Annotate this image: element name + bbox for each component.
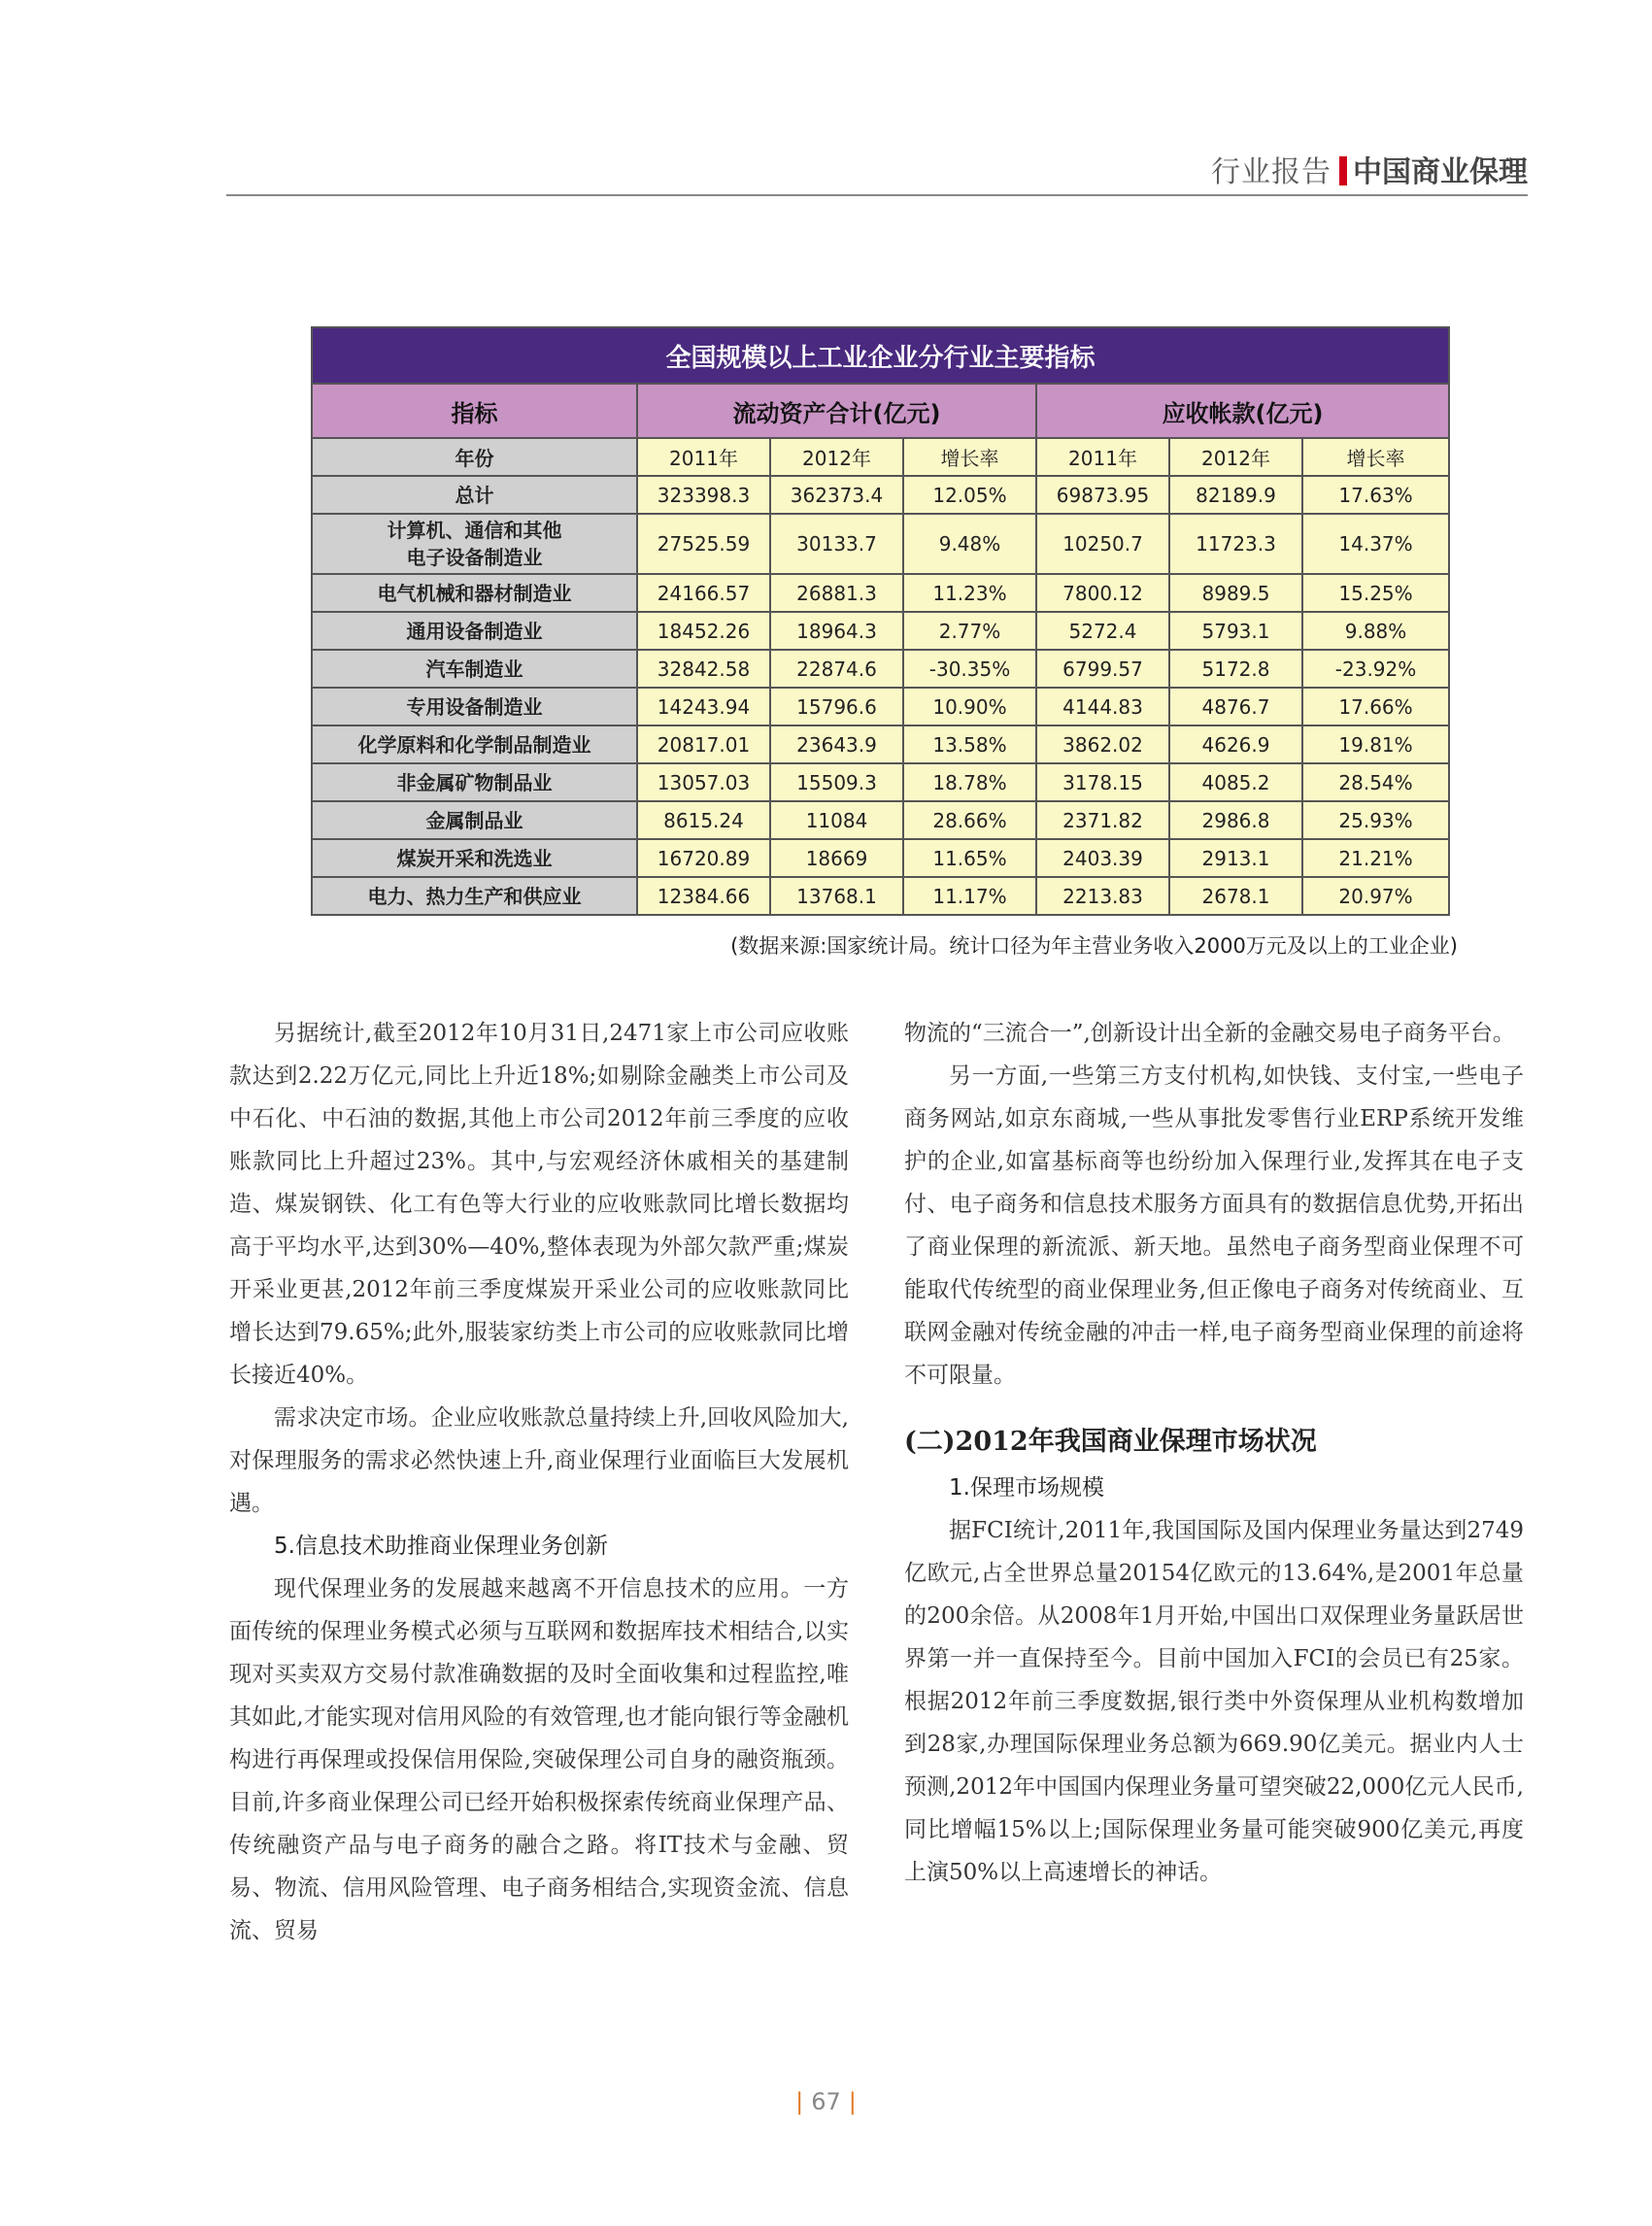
table-row — [312, 688, 1449, 725]
cell: 2.77% — [903, 612, 1036, 650]
table-title: 全国规模以上工业企业分行业主要指标 — [312, 327, 1449, 384]
cell: 24166.57 — [637, 574, 770, 612]
cell: -30.35% — [903, 650, 1036, 688]
year-cell: 2012年 — [1169, 438, 1302, 476]
cell: 10250.7 — [1036, 514, 1169, 574]
subsection-heading: 1.保理市场规模 — [949, 1475, 1104, 1501]
cell: 5272.4 — [1036, 612, 1169, 650]
row-label-line2: 电子设备制造业 — [406, 546, 543, 569]
cell: 11.65% — [903, 839, 1036, 877]
cell: 13768.1 — [770, 877, 903, 915]
cell: 2986.8 — [1169, 801, 1302, 839]
year-label: 年份 — [312, 438, 637, 476]
paragraph: 另一方面,一些第三方支付机构,如快钱、支付宝,一些电子商务网站,如京东商城,一些从事批发零售行业ERP系统开发维护的企业,如富基标商等也纷纷加入保理行业,发挥其在电子支付、电子商务和信息技术服务方面具有的数据信息优势,开拓出了商业保理的新流派、新天地。虽然电子商务型商业保理不可能取代传统型的商业保理业务,但正像电子商务对传统商业、互联网金融对传统金融的冲击一样,电子商务型商业保理的前途将不可限量。 — [904, 1063, 1524, 1388]
cell: 4144.83 — [1036, 688, 1169, 725]
row-label: 电气机械和器材制造业 — [312, 574, 637, 612]
cell: 13057.03 — [637, 763, 770, 801]
cell: 28.54% — [1302, 763, 1449, 801]
cell: 9.48% — [903, 514, 1036, 574]
cell: 15509.3 — [770, 763, 903, 801]
paragraph: 另据统计,截至2012年10月31日,2471家上市公司应收账款达到2.22万亿元,同比上升近18%;如剔除金融类上市公司及中石化、中石油的数据,其他上市公司2012年前三季度的应收账款同比上升超过23%。其中,与宏观经济休戚相关的基建制造、煤炭钢铁、化工有色等大行业的应收账款同比增长数据均高于平均水平,达到30%—40%,整体表现为外部欠款严重;煤炭开采业更甚,2012年前三季度煤炭开采业公司的应收账款同比增长达到79.65%;此外,服装家纺类上市公司的应收账款同比增长接近40%。 — [229, 1021, 849, 1388]
row-label-line1: 计算机、通信和其他 — [387, 519, 562, 542]
header-section: 行业报告 — [1211, 155, 1332, 189]
group-current-assets: 流动资产合计(亿元) — [637, 384, 1036, 438]
cell: 9.88% — [1302, 612, 1449, 650]
table-row — [312, 514, 1449, 574]
cell: 23643.9 — [770, 725, 903, 763]
cell: 20.97% — [1302, 877, 1449, 915]
cell: 18669 — [770, 839, 903, 877]
cell: 323398.3 — [637, 476, 770, 514]
table-row — [312, 612, 1449, 650]
year-cell: 增长率 — [903, 438, 1036, 476]
year-cell: 2012年 — [770, 438, 903, 476]
cell: 13.58% — [903, 725, 1036, 763]
cell: 25.93% — [1302, 801, 1449, 839]
cell: 12384.66 — [637, 877, 770, 915]
year-cell: 增长率 — [1302, 438, 1449, 476]
cell: 8989.5 — [1169, 574, 1302, 612]
cell: 2913.1 — [1169, 839, 1302, 877]
cell: 11723.3 — [1169, 514, 1302, 574]
cell: 16720.89 — [637, 839, 770, 877]
year-cell: 2011年 — [637, 438, 770, 476]
row-label: 通用设备制造业 — [312, 612, 637, 650]
cell: 4876.7 — [1169, 688, 1302, 725]
row-label: 汽车制造业 — [312, 650, 637, 688]
cell: 8615.24 — [637, 801, 770, 839]
cell: 2371.82 — [1036, 801, 1169, 839]
cell: -23.92% — [1302, 650, 1449, 688]
table-row — [312, 574, 1449, 612]
table-row — [312, 650, 1449, 688]
header-publication: 中国商业保理 — [1353, 155, 1528, 189]
row-label: 总计 — [312, 476, 637, 514]
cell: 19.81% — [1302, 725, 1449, 763]
cell: 12.05% — [903, 476, 1036, 514]
indicator-table-wrap — [311, 326, 1448, 916]
table-row — [312, 877, 1449, 915]
cell: 18964.3 — [770, 612, 903, 650]
cell: 14243.94 — [637, 688, 770, 725]
cell: 26881.3 — [770, 574, 903, 612]
row-label: 电力、热力生产和供应业 — [312, 877, 637, 915]
cell: 11.17% — [903, 877, 1036, 915]
cell: 2403.39 — [1036, 839, 1169, 877]
cell: 28.66% — [903, 801, 1036, 839]
body-column-right — [904, 1012, 1524, 1894]
cell: 27525.59 — [637, 514, 770, 574]
cell: 32842.58 — [637, 650, 770, 688]
cell: 11084 — [770, 801, 903, 839]
cell: 6799.57 — [1036, 650, 1169, 688]
cell: 3178.15 — [1036, 763, 1169, 801]
table-row — [312, 839, 1449, 877]
row-label: 非金属矿物制品业 — [312, 763, 637, 801]
subsection-heading: 5.信息技术助推商业保理业务创新 — [274, 1534, 608, 1559]
cell: 5172.8 — [1169, 650, 1302, 688]
page-number-value: 67 — [811, 2088, 841, 2115]
cell: 14.37% — [1302, 514, 1449, 574]
paragraph: 据FCI统计,2011年,我国国际及国内保理业务量达到2749亿欧元,占全世界总量20154亿欧元的13.64%,是2001年总量的200余倍。从2008年1月开始,中国出口双保理业务量跃居世界第一并一直保持至今。目前中国加入FCI的会员已有25家。根据2012年前三季度数据,银行类中外资保理从业机构数增加到28家,办理国际保理业务总额为669.90亿美元。据业内人士预测,2012年中国国内保理业务量可望突破22,000亿元人民币,同比增幅15%以上;国际保理业务量可能突破900亿美元,再度上演50%以上高速增长的神话。 — [904, 1518, 1524, 1885]
cell: 17.63% — [1302, 476, 1449, 514]
table-source-note: (数据来源:国家统计局。统计口径为年主营业务收入2000万元及以上的工业企业) — [730, 934, 1458, 958]
cell: 7800.12 — [1036, 574, 1169, 612]
cell: 82189.9 — [1169, 476, 1302, 514]
cell: 4085.2 — [1169, 763, 1302, 801]
cell: 30133.7 — [770, 514, 903, 574]
row-label: 金属制品业 — [312, 801, 637, 839]
cell: 10.90% — [903, 688, 1036, 725]
table-row — [312, 801, 1449, 839]
header-divider — [1339, 156, 1347, 186]
col-indicator: 指标 — [312, 384, 637, 438]
running-header — [1211, 148, 1528, 190]
cell: 20817.01 — [637, 725, 770, 763]
cell: 362373.4 — [770, 476, 903, 514]
page-number-bar-left: | — [795, 2088, 804, 2115]
page-number-bar-right: | — [848, 2088, 857, 2115]
cell: 17.66% — [1302, 688, 1449, 725]
paragraph: 现代保理业务的发展越来越离不开信息技术的应用。一方面传统的保理业务模式必须与互联网和数据库技术相结合,以实现对买卖双方交易付款准确数据的及时全面收集和过程监控,唯其如此,才能实现对信用风险的有效管理,也才能向银行等金融机构进行再保理或投保信用保险,突破保理公司自身的融资瓶颈。目前,许多商业保理公司已经开始积极探索传统商业保理产品、传统融资产品与电子商务的融合之路。将IT技术与金融、贸易、物流、信用风险管理、电子商务相结合,实现资金流、信息流、贸易 — [229, 1576, 849, 1943]
cell: 18.78% — [903, 763, 1036, 801]
paragraph: 物流的“三流合一”,创新设计出全新的金融交易电子商务平台。 — [904, 1021, 1515, 1046]
cell: 11.23% — [903, 574, 1036, 612]
table-row — [312, 763, 1449, 801]
cell: 5793.1 — [1169, 612, 1302, 650]
cell: 3862.02 — [1036, 725, 1169, 763]
header-rule — [226, 194, 1528, 196]
page-number — [0, 2088, 1652, 2115]
cell: 18452.26 — [637, 612, 770, 650]
cell: 69873.95 — [1036, 476, 1169, 514]
cell: 15.25% — [1302, 574, 1449, 612]
table-row — [312, 725, 1449, 763]
cell: 21.21% — [1302, 839, 1449, 877]
table-row — [312, 476, 1449, 514]
indicator-table — [311, 326, 1450, 916]
row-label: 煤炭开采和洗选业 — [312, 839, 637, 877]
paragraph: 需求决定市场。企业应收账款总量持续上升,回收风险加大,对保理服务的需求必然快速上升,商业保理行业面临巨大发展机遇。 — [229, 1405, 849, 1516]
body-column-left — [229, 1012, 849, 1952]
group-receivables: 应收帐款(亿元) — [1036, 384, 1449, 438]
row-label: 化学原料和化学制品制造业 — [312, 725, 637, 763]
row-label: 专用设备制造业 — [312, 688, 637, 725]
row-label — [312, 514, 637, 574]
cell: 2213.83 — [1036, 877, 1169, 915]
section-heading: (二)2012年我国商业保理市场状况 — [904, 1427, 1317, 1457]
year-cell: 2011年 — [1036, 438, 1169, 476]
cell: 2678.1 — [1169, 877, 1302, 915]
cell: 4626.9 — [1169, 725, 1302, 763]
cell: 22874.6 — [770, 650, 903, 688]
cell: 15796.6 — [770, 688, 903, 725]
